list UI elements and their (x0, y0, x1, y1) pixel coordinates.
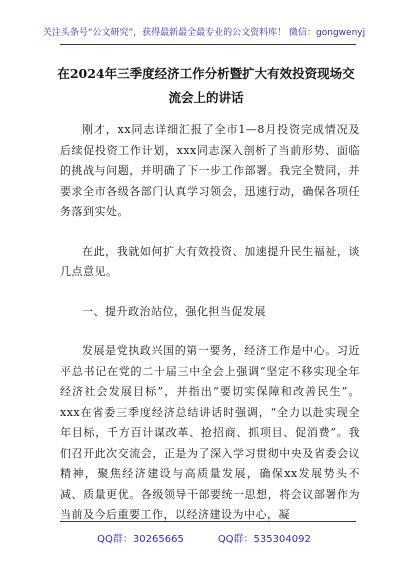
header-promo-note: 关注头条号“公文研究”，获得最新最全最专业的公文资料库！ 微信：gongwenyj (42, 28, 366, 38)
body-paragraph: 在此，我就如何扩大有效投资、加速提升民生福祉，谈几点意见。 (60, 244, 360, 278)
footer-qq-group-1: QQ群：30265665 (97, 534, 184, 545)
body-paragraph: 刚才，xx同志详细汇报了全市1—8月投资完成情况及后续促投资工作计划，xxx同志深入剖析了当前形势、面临的挑战与问题，并明确了下一步工作部署。我完全赞同，并要求全市各级各部门认真学习领会，迅速行动，确保各项任务落到实处。 (60, 123, 360, 218)
footer-divider (60, 521, 356, 522)
footer (0, 530, 408, 545)
section-heading: 一、提升政治站位，强化担当促发展 (82, 304, 266, 318)
document-title: 在2024年三季度经济工作分析暨扩大有效投资现场交流会上的讲话 (57, 66, 355, 105)
footer-qq-group-2: QQ群：535304092 (217, 534, 311, 545)
body-paragraph: 发展是党执政兴国的第一要务，经济工作是中心。习近平总书记在党的二十届三中全会上强调“坚定不移实现全年经济社会发展目标”，并指出“要切实保障和改善民生”。xxx在省委三季度经济总结讲话时强调，“全力以赴实现全年目标，千方百计谋改革、抢招商、抓项目、促消费”。我们召开此次交流会，正是为了深入学习贯彻中央及省委会议精神，聚焦经济建设与高质量发展，确保xx发展势头不减、质量更优。各级领导干部要统一思想，将会议部署作为当前及今后重要工作，以经济建设为中心，凝 (60, 344, 360, 521)
document-body (60, 120, 360, 526)
header-divider (60, 44, 356, 45)
